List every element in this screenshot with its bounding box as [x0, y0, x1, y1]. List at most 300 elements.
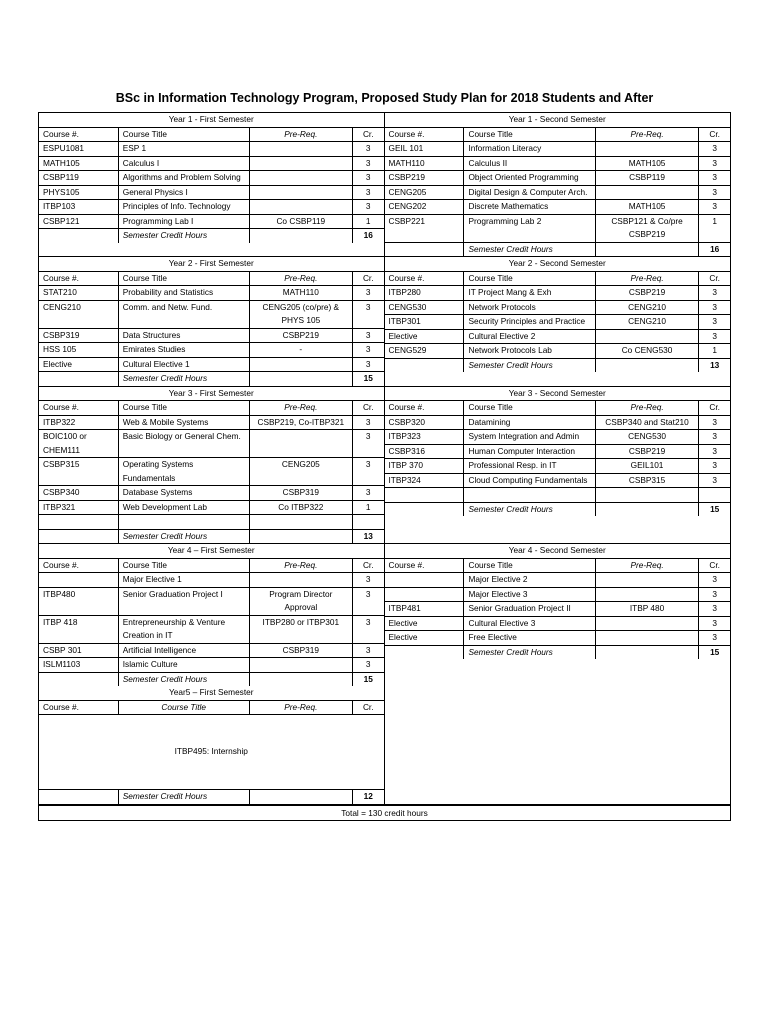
header-credits: Cr.: [699, 271, 730, 286]
year-1-block: [39, 113, 730, 257]
course-row: [385, 602, 731, 617]
course-title: Network Protocols Lab: [464, 344, 595, 359]
course-code: CSBP315: [39, 458, 118, 486]
header-prereq: Pre-Req.: [595, 401, 699, 416]
course-title: Senior Graduation Project II: [464, 602, 595, 617]
course-row: [385, 587, 731, 602]
course-prereq: Co CENG530: [595, 344, 699, 359]
header-course-number: Course #.: [39, 127, 118, 142]
course-prereq: [595, 573, 699, 588]
course-prereq: MATH105: [595, 156, 699, 171]
header-course-title: Course Title: [118, 401, 249, 416]
semester-label: Year 4 – First Semester: [39, 544, 384, 558]
course-credits: 3: [352, 415, 383, 430]
course-credits: 3: [352, 200, 383, 215]
course-title: Operating Systems Fundamentals: [118, 458, 249, 486]
course-row: [39, 171, 384, 186]
course-title: Free Elective: [464, 631, 595, 646]
course-credits: 3: [352, 430, 383, 458]
semester-credit-total: 16: [352, 229, 383, 243]
course-prereq: GEIL101: [595, 459, 699, 474]
course-credits: 3: [699, 430, 730, 445]
course-code: CSBP121: [39, 214, 118, 229]
year-2-block: [39, 257, 730, 387]
course-code: Elective: [39, 357, 118, 372]
header-prereq: Pre-Req.: [249, 127, 352, 142]
semester-header-row: [385, 257, 731, 271]
course-title: Cloud Computing Fundamentals: [464, 473, 595, 488]
course-code: CSBP119: [39, 171, 118, 186]
course-credits: 3: [352, 286, 383, 301]
course-code: MATH105: [39, 156, 118, 171]
course-prereq: CSBP319: [249, 486, 352, 501]
course-code: PHYS105: [39, 185, 118, 200]
header-credits: Cr.: [352, 700, 383, 715]
semester-credit-row: [385, 242, 731, 256]
semester-credit-label: Semester Credit Hours: [118, 372, 249, 386]
course-prereq: ITBP280 or ITBP301: [249, 615, 352, 643]
course-prereq: Co CSBP119: [249, 214, 352, 229]
course-row: [385, 142, 731, 157]
course-code: BOIC100 or CHEM111: [39, 430, 118, 458]
course-row: [39, 415, 384, 430]
course-title: Major Elective 1: [118, 573, 249, 588]
semester-credit-label: Semester Credit Hours: [118, 672, 249, 686]
header-course-number: Course #.: [385, 271, 464, 286]
course-prereq: MATH105: [595, 200, 699, 215]
course-row: [39, 500, 384, 515]
course-prereq: MATH110: [249, 286, 352, 301]
header-prereq: Pre-Req.: [249, 700, 352, 715]
course-row: [39, 286, 384, 301]
semester-header-row: [385, 544, 731, 558]
semester-header-row: [385, 387, 731, 401]
course-credits: 3: [699, 185, 730, 200]
course-credits: 3: [352, 458, 383, 486]
course-row: [385, 344, 731, 359]
header-credits: Cr.: [699, 558, 730, 573]
course-title: IT Project Mang & Exh: [464, 286, 595, 301]
course-prereq: [249, 430, 352, 458]
course-credits: 3: [699, 459, 730, 474]
course-code: [39, 573, 118, 588]
semester-label: Year 2 - First Semester: [39, 257, 384, 271]
semester-panel: [39, 113, 385, 256]
semester-label: Year 2 - Second Semester: [385, 257, 731, 271]
year-3-block: [39, 387, 730, 545]
semester-credit-label: Semester Credit Hours: [464, 242, 595, 256]
study-plan-table: [38, 112, 731, 821]
course-title: Calculus II: [464, 156, 595, 171]
course-title: Information Literacy: [464, 142, 595, 157]
course-row: [385, 300, 731, 315]
semester-panel: [39, 257, 385, 386]
header-course-title: Course Title: [464, 127, 595, 142]
course-credits: 3: [352, 185, 383, 200]
course-code: CENG205: [385, 185, 464, 200]
course-title: Cultural Elective 1: [118, 357, 249, 372]
course-credits: 3: [352, 357, 383, 372]
course-row: [39, 357, 384, 372]
header-course-title: Course Title: [118, 271, 249, 286]
course-prereq: [249, 156, 352, 171]
course-code: ITBP324: [385, 473, 464, 488]
course-code: CSBP316: [385, 444, 464, 459]
course-prereq: [249, 200, 352, 215]
course-title: [118, 515, 249, 530]
course-row: [39, 615, 384, 643]
course-row: [39, 142, 384, 157]
empty-panel: [385, 686, 731, 804]
course-prereq: [595, 488, 699, 503]
course-row: [39, 185, 384, 200]
column-header-row: [385, 271, 731, 286]
course-credits: 3: [352, 615, 383, 643]
column-header-row: [385, 127, 731, 142]
header-course-title: Course Title: [464, 401, 595, 416]
semester-header-row: [39, 387, 384, 401]
course-code: ITBP323: [385, 430, 464, 445]
course-row: [385, 631, 731, 646]
course-prereq: CENG530: [595, 430, 699, 445]
course-code: [385, 573, 464, 588]
course-credits: 3: [352, 573, 383, 588]
course-credits: 3: [352, 643, 383, 658]
semester-credit-total: 13: [352, 529, 383, 543]
semester-credit-row: [385, 502, 731, 516]
course-credits: 3: [699, 616, 730, 631]
internship-cell: ITBP495: Internship: [39, 715, 384, 790]
course-prereq: [249, 171, 352, 186]
course-prereq: Program Director Approval: [249, 587, 352, 615]
course-title: Senior Graduation Project I: [118, 587, 249, 615]
course-title: Cultural Elective 3: [464, 616, 595, 631]
course-row: [39, 430, 384, 458]
course-credits: 3: [699, 415, 730, 430]
column-header-row: [39, 127, 384, 142]
header-course-title: Course Title: [118, 558, 249, 573]
semester-credit-total: 15: [699, 645, 730, 659]
header-course-number: Course #.: [39, 271, 118, 286]
course-prereq: CSBP219: [249, 328, 352, 343]
course-row: [39, 328, 384, 343]
course-title: Principles of Info. Technology: [118, 200, 249, 215]
semester-credit-label: Semester Credit Hours: [118, 790, 249, 804]
course-credits: 1: [699, 214, 730, 242]
course-title: Human Computer Interaction: [464, 444, 595, 459]
semester-header-row: [385, 113, 731, 127]
header-course-number: Course #.: [39, 558, 118, 573]
course-credits: 1: [352, 214, 383, 229]
course-title: Discrete Mathematics: [464, 200, 595, 215]
header-credits: Cr.: [699, 401, 730, 416]
course-prereq: CSBP319: [249, 643, 352, 658]
course-prereq: [249, 185, 352, 200]
semester-credit-row: [39, 529, 384, 543]
course-credits: 3: [699, 171, 730, 186]
course-code: CSBP221: [385, 214, 464, 242]
course-title: Major Elective 2: [464, 573, 595, 588]
header-prereq: Pre-Req.: [249, 558, 352, 573]
course-credits: 3: [352, 343, 383, 358]
course-title: Digital Design & Computer Arch.: [464, 185, 595, 200]
course-prereq: CSBP219: [595, 286, 699, 301]
header-prereq: Pre-Req.: [249, 401, 352, 416]
course-prereq: CSBP119: [595, 171, 699, 186]
course-title: Database Systems: [118, 486, 249, 501]
course-code: ESPU1081: [39, 142, 118, 157]
course-title: Calculus I: [118, 156, 249, 171]
header-prereq: Pre-Req.: [249, 271, 352, 286]
course-code: CSBP320: [385, 415, 464, 430]
semester-panel: [385, 544, 731, 686]
course-title: Major Elective 3: [464, 587, 595, 602]
course-prereq: [249, 515, 352, 530]
course-code: GEIL 101: [385, 142, 464, 157]
semester-header-row: [39, 257, 384, 271]
semester-label: Year 1 - Second Semester: [385, 113, 731, 127]
course-credits: 3: [352, 486, 383, 501]
course-row: [39, 214, 384, 229]
course-prereq: Co ITBP322: [249, 500, 352, 515]
course-row: [39, 515, 384, 530]
course-prereq: [595, 329, 699, 344]
column-header-row: [39, 271, 384, 286]
semester-label: Year 1 - First Semester: [39, 113, 384, 127]
course-prereq: [249, 142, 352, 157]
semester-panel: [385, 257, 731, 386]
header-course-number: Course #.: [39, 401, 118, 416]
course-credits: [699, 488, 730, 503]
course-prereq: [595, 616, 699, 631]
course-prereq: [595, 142, 699, 157]
course-title: ESP 1: [118, 142, 249, 157]
course-row: [385, 200, 731, 215]
course-prereq: CENG210: [595, 315, 699, 330]
course-row: [39, 587, 384, 615]
course-credits: 1: [699, 344, 730, 359]
course-code: Elective: [385, 631, 464, 646]
course-credits: 3: [699, 573, 730, 588]
course-code: Elective: [385, 616, 464, 631]
course-code: HSS 105: [39, 343, 118, 358]
course-title: General Physics I: [118, 185, 249, 200]
header-credits: Cr.: [352, 558, 383, 573]
column-header-row: [39, 558, 384, 573]
course-row: [39, 573, 384, 588]
course-code: CSBP219: [385, 171, 464, 186]
semester-credit-label: Semester Credit Hours: [118, 229, 249, 243]
course-code: MATH110: [385, 156, 464, 171]
year-4-block: [39, 544, 730, 686]
semester-panel: [385, 113, 731, 256]
course-credits: 3: [352, 142, 383, 157]
course-code: ITBP 370: [385, 459, 464, 474]
document-title: BSc in Information Technology Program, Proposed Study Plan for 2018 Students and After: [115, 91, 654, 105]
course-row: [385, 185, 731, 200]
course-title: Emirates Studies: [118, 343, 249, 358]
course-code: ITBP301: [385, 315, 464, 330]
course-credits: 3: [699, 473, 730, 488]
course-title: Network Protocols: [464, 300, 595, 315]
course-row: [39, 658, 384, 673]
course-row: [385, 214, 731, 242]
course-title: Data Structures: [118, 328, 249, 343]
semester-credit-total: 12: [352, 790, 383, 804]
header-course-title: Course Title: [118, 127, 249, 142]
course-title: Islamic Culture: [118, 658, 249, 673]
course-row: [385, 329, 731, 344]
course-code: ITBP480: [39, 587, 118, 615]
header-course-title: Course Title: [464, 558, 595, 573]
semester-credit-row: [39, 672, 384, 686]
course-prereq: CSBP219: [595, 444, 699, 459]
course-credits: 3: [699, 631, 730, 646]
course-credits: 3: [352, 300, 383, 328]
semester-credit-total: 16: [699, 242, 730, 256]
course-code: CSBP340: [39, 486, 118, 501]
course-row: [385, 430, 731, 445]
course-code: ITBP103: [39, 200, 118, 215]
header-credits: Cr.: [352, 127, 383, 142]
course-code: CSBP 301: [39, 643, 118, 658]
course-code: STAT210: [39, 286, 118, 301]
course-credits: 3: [699, 300, 730, 315]
course-row: [39, 458, 384, 486]
course-row: [385, 286, 731, 301]
semester-credit-row: [39, 372, 384, 386]
course-code: ITBP 418: [39, 615, 118, 643]
header-course-number: Course #.: [39, 700, 118, 715]
semester-credit-total: 13: [699, 358, 730, 372]
header-prereq: Pre-Req.: [595, 271, 699, 286]
course-row: [39, 200, 384, 215]
course-prereq: [249, 357, 352, 372]
course-code: CENG210: [39, 300, 118, 328]
semester-credit-total: 15: [699, 502, 730, 516]
course-title: Basic Biology or General Chem.: [118, 430, 249, 458]
header-course-number: Course #.: [385, 558, 464, 573]
course-code: CENG529: [385, 344, 464, 359]
course-prereq: CSBP340 and Stat210: [595, 415, 699, 430]
header-course-number: Course #.: [385, 127, 464, 142]
semester-panel: [39, 387, 385, 544]
total-credit-hours: Total = 130 credit hours: [39, 805, 730, 820]
course-credits: 3: [352, 156, 383, 171]
course-prereq: [249, 573, 352, 588]
course-prereq: [249, 658, 352, 673]
course-row: [385, 459, 731, 474]
course-credits: 3: [699, 200, 730, 215]
year5-block: [39, 686, 730, 805]
semester-credit-row: [385, 358, 731, 372]
semester-header-row: [39, 544, 384, 558]
course-credits: 3: [699, 142, 730, 157]
semester-label: Year 3 - Second Semester: [385, 387, 731, 401]
course-row: [39, 343, 384, 358]
course-credits: 3: [699, 587, 730, 602]
course-row: [39, 643, 384, 658]
header-credits: Cr.: [352, 271, 383, 286]
column-header-row: [385, 401, 731, 416]
semester-credit-label: Semester Credit Hours: [464, 645, 595, 659]
semester-label: Year5 – First Semester: [39, 686, 384, 700]
course-code: Elective: [385, 329, 464, 344]
header-course-title: Course Title: [118, 700, 249, 715]
semester-credit-label: Semester Credit Hours: [118, 529, 249, 543]
course-title: System Integration and Admin: [464, 430, 595, 445]
course-code: [39, 515, 118, 530]
course-prereq: [595, 185, 699, 200]
course-title: Entrepreneurship & Venture Creation in IT: [118, 615, 249, 643]
header-prereq: Pre-Req.: [595, 127, 699, 142]
semester-panel: [39, 544, 385, 686]
course-code: ITBP481: [385, 602, 464, 617]
course-title: Web Development Lab: [118, 500, 249, 515]
course-row: [385, 315, 731, 330]
course-row: [385, 573, 731, 588]
course-row: [385, 488, 731, 503]
semester-credit-label: Semester Credit Hours: [464, 358, 595, 372]
header-course-number: Course #.: [385, 401, 464, 416]
header-credits: Cr.: [699, 127, 730, 142]
course-credits: 3: [699, 329, 730, 344]
semester-credit-row: [39, 229, 384, 243]
course-prereq: CSBP315: [595, 473, 699, 488]
course-code: CENG202: [385, 200, 464, 215]
course-code: CSBP319: [39, 328, 118, 343]
semester-credit-total: 15: [352, 672, 383, 686]
course-row: [385, 415, 731, 430]
course-prereq: [595, 587, 699, 602]
column-header-row: [385, 558, 731, 573]
course-title: Datamining: [464, 415, 595, 430]
course-title: Comm. and Netw. Fund.: [118, 300, 249, 328]
course-code: ITBP280: [385, 286, 464, 301]
course-title: Algorithms and Problem Solving: [118, 171, 249, 186]
semester-credit-label: Semester Credit Hours: [464, 502, 595, 516]
course-row: [39, 300, 384, 328]
course-title: Probability and Statistics: [118, 286, 249, 301]
header-prereq: Pre-Req.: [595, 558, 699, 573]
course-credits: 3: [352, 171, 383, 186]
header-course-title: Course Title: [464, 271, 595, 286]
course-row: [385, 171, 731, 186]
course-title: Professional Resp. in IT: [464, 459, 595, 474]
semester-label: Year 4 - Second Semester: [385, 544, 731, 558]
course-code: ITBP322: [39, 415, 118, 430]
semester-header-row: [39, 113, 384, 127]
course-title: [464, 488, 595, 503]
course-row: [39, 486, 384, 501]
course-prereq: CSBP121 & Co/pre CSBP219: [595, 214, 699, 242]
semester-credit-total: 15: [352, 372, 383, 386]
course-credits: 3: [352, 658, 383, 673]
course-code: CENG530: [385, 300, 464, 315]
header-credits: Cr.: [352, 401, 383, 416]
course-credits: 1: [352, 500, 383, 515]
course-prereq: CENG205 (co/pre) & PHYS 105: [249, 300, 352, 328]
course-credits: 3: [699, 156, 730, 171]
course-row: [39, 156, 384, 171]
course-prereq: [595, 631, 699, 646]
course-row: [385, 473, 731, 488]
course-prereq: CSBP219, Co-ITBP321: [249, 415, 352, 430]
course-title: Web & Mobile Systems: [118, 415, 249, 430]
course-credits: 3: [699, 315, 730, 330]
course-prereq: CENG205: [249, 458, 352, 486]
course-prereq: -: [249, 343, 352, 358]
